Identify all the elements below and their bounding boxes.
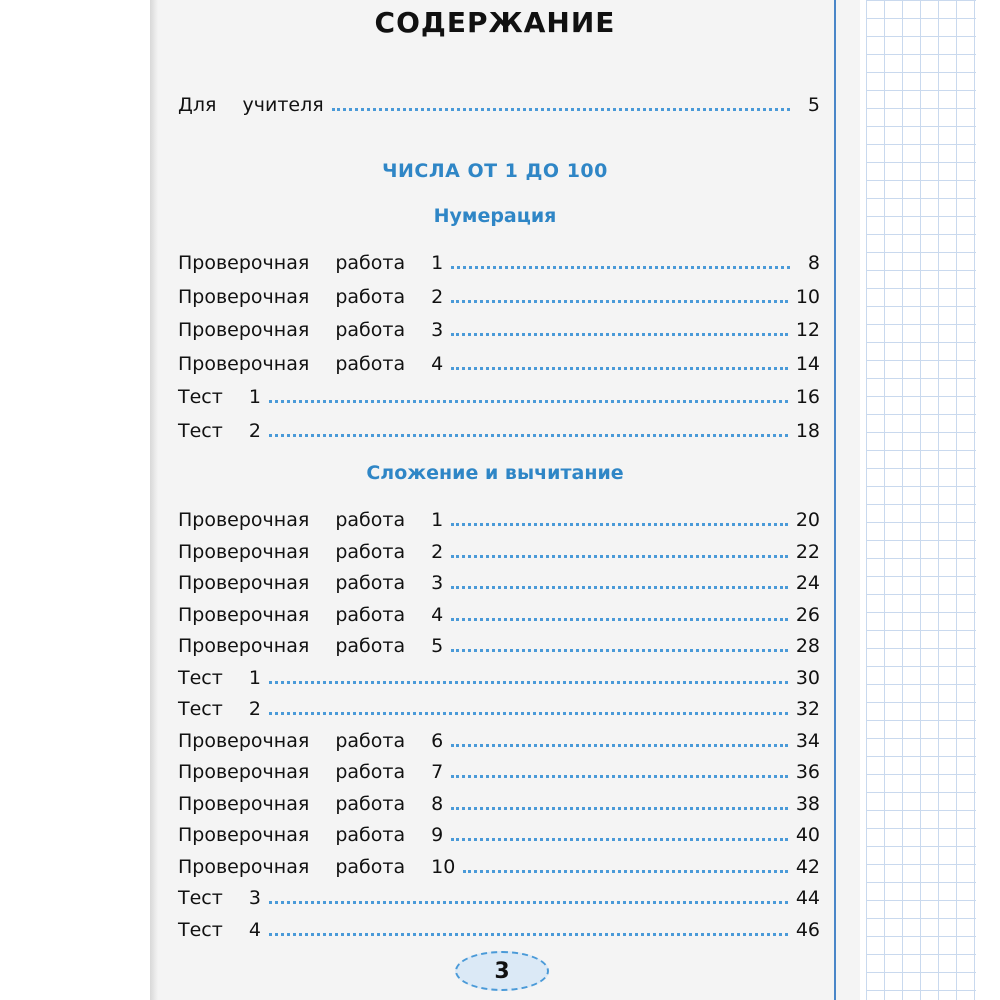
dot-leader — [451, 555, 788, 558]
toc-row-page: 44 — [795, 887, 820, 909]
toc-row-page: 32 — [795, 698, 820, 720]
toc-row-page: 22 — [795, 540, 820, 563]
page-number: 3 — [494, 958, 510, 984]
toc-row-label: Проверочная работа 4 — [178, 352, 444, 375]
dot-leader — [451, 838, 788, 841]
toc-row-page: 10 — [795, 285, 820, 308]
toc-row-page: 30 — [795, 666, 820, 689]
toc-row-label: Проверочная работа 9 — [178, 824, 444, 846]
dot-leader — [269, 901, 788, 904]
dot-leader — [451, 807, 788, 810]
toc-row-page: 8 — [807, 252, 820, 274]
toc-row-label: Проверочная работа 2 — [178, 540, 444, 563]
dot-leader — [451, 367, 788, 370]
section-heading-addsub: Сложение и вычитание — [366, 462, 624, 484]
toc-row-page: 38 — [795, 792, 820, 815]
dot-leader — [451, 744, 788, 747]
section-heading-numeration: Нумерация — [433, 205, 557, 227]
dot-leader — [451, 523, 788, 526]
dot-leader — [269, 434, 788, 437]
dot-leader — [451, 333, 788, 336]
toc-row-page: 26 — [795, 603, 820, 626]
toc-row-label: Тест 2 — [178, 698, 261, 720]
toc-row-label: Тест 1 — [178, 666, 261, 689]
toc-row-page: 20 — [795, 509, 820, 531]
toc-row[interactable] — [178, 913, 820, 941]
toc-row-label: Тест 4 — [178, 918, 261, 941]
toc-row-label: Проверочная работа 7 — [178, 761, 444, 783]
dot-leader — [451, 618, 788, 621]
toc-row-label: Для учителя — [178, 94, 324, 116]
toc-row[interactable] — [178, 755, 820, 783]
toc-row-page: 28 — [795, 635, 820, 657]
page-number-badge — [455, 951, 549, 991]
dot-leader — [269, 933, 788, 936]
dot-leader — [269, 681, 788, 684]
dot-leader — [269, 712, 788, 715]
page-title: СОДЕРЖАНИЕ — [374, 6, 616, 39]
grid-border-line — [834, 0, 836, 1000]
toc-row[interactable] — [178, 246, 820, 274]
toc-row[interactable] — [178, 850, 820, 878]
toc-row-page: 18 — [795, 419, 820, 442]
toc-row[interactable] — [178, 503, 820, 531]
toc-row[interactable] — [178, 598, 820, 626]
toc-row[interactable] — [178, 881, 820, 909]
toc-row-page: 40 — [795, 824, 820, 846]
dot-leader — [451, 300, 788, 303]
toc-row-label: Проверочная работа 6 — [178, 729, 444, 752]
toc-row-page: 42 — [795, 855, 820, 878]
toc-row[interactable] — [178, 280, 820, 308]
grid-paper-margin — [866, 0, 976, 1000]
toc-row-label: Проверочная работа 1 — [178, 509, 444, 531]
toc-row-page: 5 — [807, 94, 820, 116]
toc-row-page: 12 — [795, 319, 820, 341]
dot-leader — [451, 266, 790, 269]
toc-row-label: Проверочная работа 8 — [178, 792, 444, 815]
toc-row-page: 14 — [795, 352, 820, 375]
toc-row[interactable] — [178, 535, 820, 563]
toc-row-label: Проверочная работа 2 — [178, 285, 444, 308]
toc-row[interactable] — [178, 629, 820, 657]
dot-leader — [332, 108, 790, 111]
toc-row[interactable] — [178, 818, 820, 846]
page-gutter-shadow — [150, 0, 158, 1000]
toc-row[interactable] — [178, 347, 820, 375]
toc-row[interactable] — [178, 414, 820, 442]
toc-row-page: 24 — [795, 572, 820, 594]
toc-row-label: Проверочная работа 4 — [178, 603, 444, 626]
toc-row-label: Проверочная работа 3 — [178, 572, 444, 594]
toc-row-page: 46 — [795, 918, 820, 941]
toc-row-intro[interactable] — [178, 88, 820, 116]
toc-row-page: 16 — [795, 386, 820, 408]
toc-row-label: Проверочная работа 5 — [178, 635, 444, 657]
dot-leader — [451, 775, 788, 778]
toc-row-label: Проверочная работа 1 — [178, 252, 444, 274]
toc-row-page: 36 — [795, 761, 820, 783]
toc-row[interactable] — [178, 380, 820, 408]
toc-row-label: Тест 2 — [178, 419, 261, 442]
toc-row-label: Проверочная работа 3 — [178, 319, 444, 341]
dot-leader — [269, 400, 788, 403]
toc-row-page: 34 — [795, 729, 820, 752]
toc-row[interactable] — [178, 661, 820, 689]
toc-row-label: Проверочная работа 10 — [178, 855, 456, 878]
section-heading-main: ЧИСЛА ОТ 1 ДО 100 — [382, 160, 608, 182]
toc-row[interactable] — [178, 724, 820, 752]
dot-leader — [463, 870, 787, 873]
toc-row-label: Тест 3 — [178, 887, 261, 909]
toc-row-label: Тест 1 — [178, 386, 261, 408]
toc-row[interactable] — [178, 313, 820, 341]
toc-row[interactable] — [178, 787, 820, 815]
dot-leader — [451, 649, 788, 652]
toc-row[interactable] — [178, 692, 820, 720]
toc-row[interactable] — [178, 566, 820, 594]
dot-leader — [451, 586, 788, 589]
